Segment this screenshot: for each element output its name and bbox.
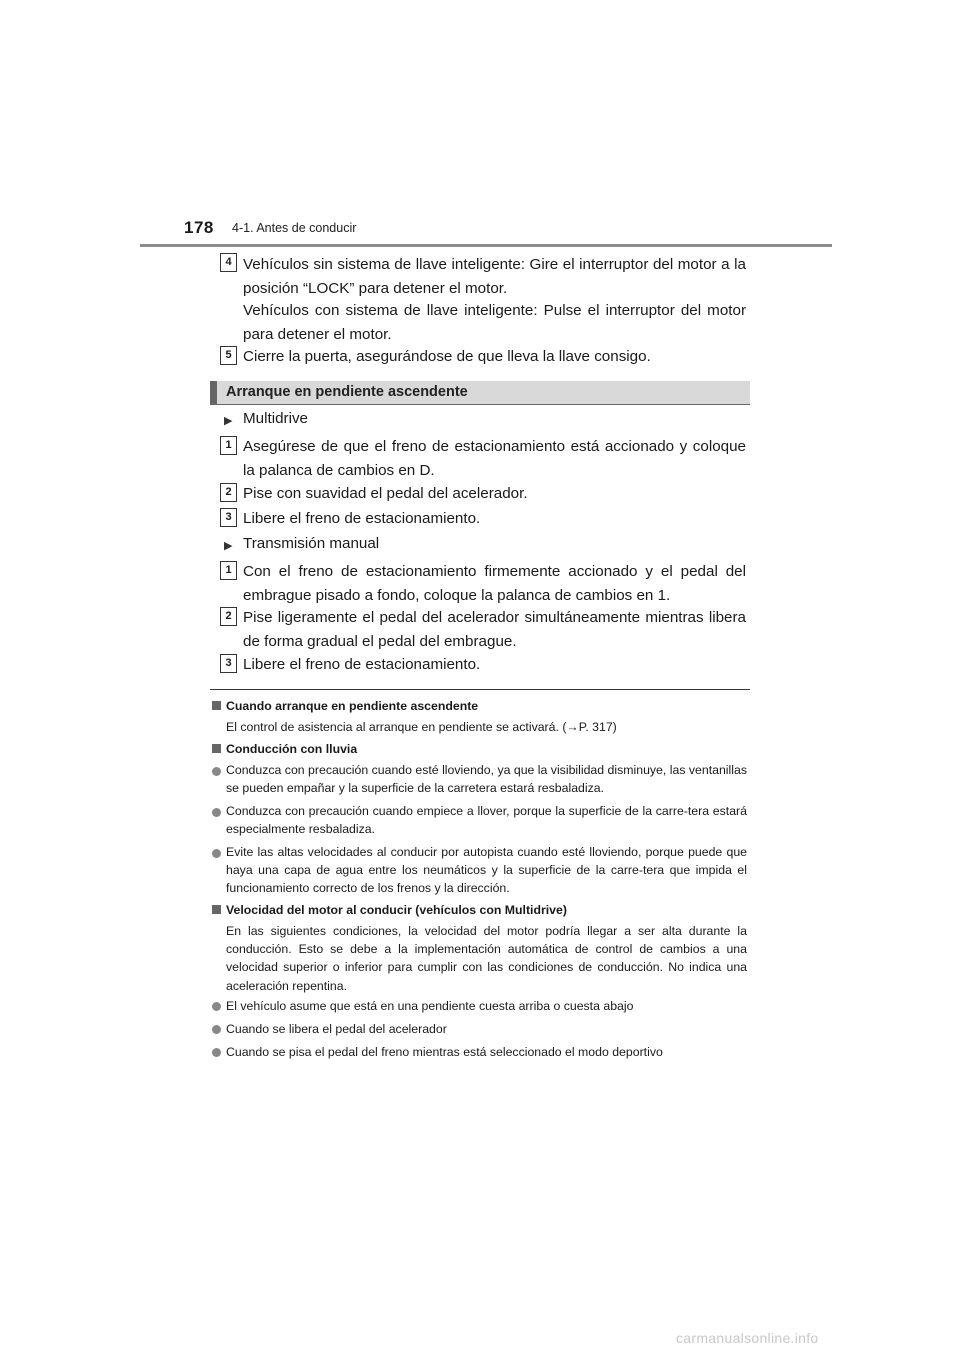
step-badge: 3 xyxy=(220,654,237,673)
step-text: Vehículos sin sistema de llave inteligente: Gire el interruptor del motor a la posición “LOCK” para detener el motor. xyxy=(243,256,746,297)
page-number: 178 xyxy=(184,218,214,237)
note-heading xyxy=(212,903,567,917)
step-badge: 2 xyxy=(220,483,237,502)
step-text: Con el freno de estacionamiento firmemente accionado y el pedal del embrague pisado a fondo, coloque la palanca de cambios en 1. xyxy=(243,563,746,604)
triangle-right-icon: ▶ xyxy=(224,540,233,552)
circle-bullet-icon xyxy=(212,1025,221,1034)
circle-bullet-icon xyxy=(212,808,221,817)
note-title: Conducción con lluvia xyxy=(226,742,358,756)
note-text: El control de asistencia al arranque en pendiente se activará. (→P. 317) xyxy=(226,720,617,734)
square-bullet-icon xyxy=(212,744,221,753)
circle-bullet-icon xyxy=(212,767,221,776)
note-title: Velocidad del motor al conducir (vehículos con Multidrive) xyxy=(226,903,567,917)
step-badge: 1 xyxy=(220,436,237,455)
notes-divider xyxy=(210,689,750,690)
section-title: Arranque en pendiente ascendente xyxy=(226,384,468,400)
bullet-text: Evite las altas velocidades al conducir por autopista cuando esté lloviendo, porque puede que haya una capa de agua entre los neumáticos y la superficie de la carre-tera que impida el funcionamiento correcto de los frenos y la dirección. xyxy=(226,845,747,896)
step-text: Pise con suavidad el pedal del acelerador. xyxy=(243,485,528,502)
triangle-right-icon: ▶ xyxy=(224,415,233,427)
step-badge: 1 xyxy=(220,561,237,580)
section-heading-bar xyxy=(210,381,217,405)
step-text: Asegúrese de que el freno de estacionamiento está accionado y coloque la palanca de cambios en D. xyxy=(243,438,746,479)
circle-bullet-icon xyxy=(212,1002,221,1011)
header-rule xyxy=(140,244,832,247)
circle-bullet-icon xyxy=(212,1048,221,1057)
note-text: En las siguientes condiciones, la velocidad del motor podría llegar a ser alta durante la conducción. Esto se debe a la implementación automática de control de cambios a una velocidad superior o inferior para cumplir con las condiciones de conducción. No indica una aceleración repentina. xyxy=(226,924,747,993)
subheading-multidrive: Multidrive xyxy=(243,410,308,427)
step-text: Cierre la puerta, asegurándose de que lleva la llave consigo. xyxy=(243,348,651,365)
section-label: 4-1. Antes de conducir xyxy=(232,221,357,235)
step-text: Libere el freno de estacionamiento. xyxy=(243,510,481,527)
step-badge: 5 xyxy=(220,346,237,365)
watermark: carmanualsonline.info xyxy=(676,1330,819,1346)
circle-bullet-icon xyxy=(212,849,221,858)
bullet-text: Conduzca con precaución cuando empiece a llover, porque la superficie de la carre-tera estará especialmente resbaladiza. xyxy=(226,804,747,837)
note-title: Cuando arranque en pendiente ascendente xyxy=(226,699,479,713)
square-bullet-icon xyxy=(212,905,221,914)
step-badge: 4 xyxy=(220,253,237,272)
subheading-manual: Transmisión manual xyxy=(243,535,380,552)
bullet-text: El vehículo asume que está en una pendiente cuesta arriba o cuesta abajo xyxy=(226,999,634,1013)
step-text: Vehículos con sistema de llave inteligente: Pulse el interruptor del motor para detener el motor. xyxy=(243,302,746,343)
bullet-text: Cuando se pisa el pedal del freno mientras está seleccionado el modo deportivo xyxy=(226,1045,663,1059)
step-badge: 2 xyxy=(220,607,237,626)
step-text: Libere el freno de estacionamiento. xyxy=(243,656,481,673)
step-badge: 3 xyxy=(220,508,237,527)
square-bullet-icon xyxy=(212,701,221,710)
bullet-text: Conduzca con precaución cuando esté lloviendo, ya que la visibilidad disminuye, las ventanillas se pueden empañar y la superficie de la carretera estará resbaladiza. xyxy=(226,763,747,796)
section-heading xyxy=(210,381,750,405)
note-heading xyxy=(212,742,357,756)
bullet-text: Cuando se libera el pedal del acelerador xyxy=(226,1022,447,1036)
step-text: Pise ligeramente el pedal del acelerador simultáneamente mientras libera de forma gradual el pedal del embrague. xyxy=(243,609,746,650)
note-heading xyxy=(212,699,478,713)
